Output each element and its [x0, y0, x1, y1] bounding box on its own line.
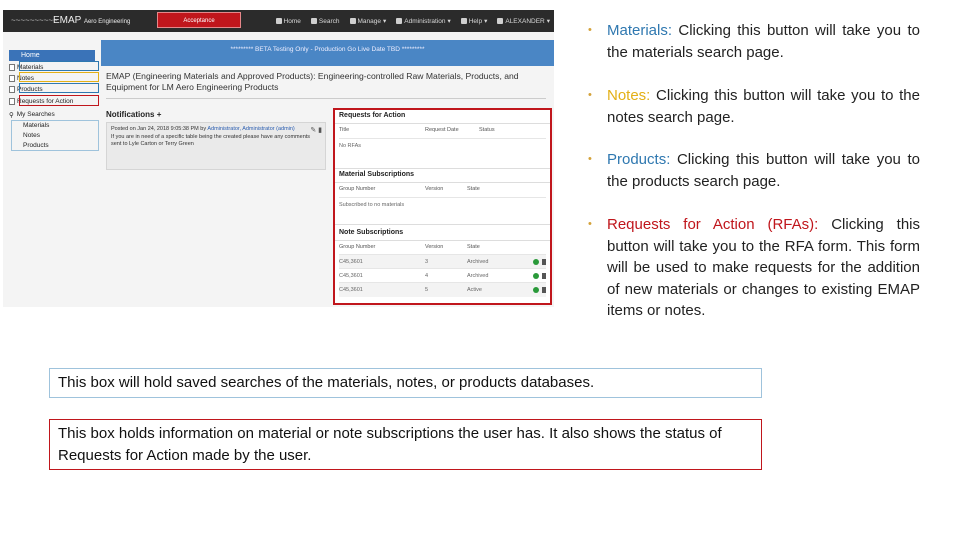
callout-products: • Products: Clicking this button will take you to the products search page.	[588, 151, 920, 190]
rfa-empty-row: No RFAs	[339, 138, 546, 153]
manage-icon	[350, 18, 356, 24]
environment-button[interactable]: Acceptance	[157, 12, 241, 28]
table-row[interactable]: C45,3601 3 Archived	[339, 254, 546, 269]
bullet-icon: •	[588, 89, 592, 101]
delete-icon[interactable]	[542, 287, 546, 293]
bullet-icon: •	[588, 24, 592, 36]
nav-search[interactable]: Search	[311, 18, 340, 25]
callout-rfa: • Requests for Action (RFAs): Clicking this button will take you to the RFA form. This form will be used to make requests for the addition of new materials or changes to existing EMAP items or notes.	[588, 216, 920, 319]
bullet-icon: •	[588, 218, 592, 230]
sidebar-item-requests-for-action[interactable]: Requests for Action	[9, 96, 73, 107]
sidebar-item-products[interactable]: Products	[9, 84, 43, 95]
note-subscriptions-title: Note Subscriptions	[339, 229, 404, 236]
notification-body: If you are in need of a specific table being the created please have any comments sent to Lyle Carton or Terry Green	[111, 133, 311, 147]
notification-author-tag: (admin)	[276, 126, 295, 132]
saved-search-products[interactable]: Products	[23, 142, 49, 149]
table-row[interactable]: C45,3601 5 Active	[339, 282, 546, 297]
bullet-icon: •	[588, 153, 592, 165]
sidebar-item-home[interactable]: Home	[9, 50, 95, 61]
view-icon[interactable]	[533, 259, 539, 265]
search-icon	[311, 18, 317, 24]
rfa-table-header: Title Request Date Status	[339, 127, 495, 133]
help-icon	[461, 18, 467, 24]
material-subs-table-header: Group Number Version State	[339, 186, 480, 192]
delete-icon[interactable]	[542, 259, 546, 265]
notifications-title: Notifications +	[106, 110, 162, 119]
edit-icon[interactable]: ✎	[310, 127, 317, 134]
subscriptions-panel	[333, 108, 552, 305]
materials-highlight	[19, 61, 99, 71]
nav-administration[interactable]: Administration ▾	[396, 17, 450, 25]
notification-item: Posted on Jan 24, 2018 9:05:38 PM by Administrator, Administrator (admin) If you are in need of a specific table being the created please have any comments sent to Lyle Carton or Terry Green ✎ ▮	[106, 122, 326, 170]
sidebar-item-notes[interactable]: Notes	[9, 73, 34, 84]
callout-notes: • Notes: Clicking this button will take you to the notes search page.	[588, 87, 920, 126]
callout-materials: • Materials: Clicking this button will take you to the materials search page.	[588, 22, 920, 61]
home-icon	[276, 18, 282, 24]
view-icon[interactable]	[533, 273, 539, 279]
delete-icon[interactable]	[542, 273, 546, 279]
delete-icon[interactable]: ▮	[318, 127, 322, 134]
app-screenshot	[3, 10, 554, 307]
nav-home[interactable]: Home	[276, 18, 301, 25]
nav-user[interactable]: ALEXANDER ▾	[497, 17, 550, 25]
document-icon	[9, 75, 15, 82]
top-navbar	[3, 10, 554, 32]
saved-search-notes[interactable]: Notes	[23, 132, 40, 139]
products-highlight	[19, 83, 99, 93]
page-headline: EMAP (Engineering Materials and Approved Products): Engineering-controlled Raw Materials, Products, and Equipment for LM Aero Engineering Products	[106, 71, 519, 92]
nav-help[interactable]: Help ▾	[461, 17, 488, 25]
company-logo: ~~~~~~~~~~	[11, 16, 58, 25]
saved-searches-note: This box will hold saved searches of the materials, notes, or products databases.	[49, 368, 762, 398]
beta-banner: ********* BETA Testing Only - Production Go Live Date TBD *********	[101, 40, 554, 66]
rfa-title: Requests for Action	[339, 112, 406, 119]
document-icon	[9, 64, 15, 71]
nav-menu	[276, 10, 550, 32]
search-icon: ⚲	[9, 111, 14, 119]
subscriptions-note: This box holds information on material or note subscriptions the user has. It also shows the status of Requests for Action made by the user.	[49, 419, 762, 470]
user-icon	[497, 18, 503, 24]
view-icon[interactable]	[533, 287, 539, 293]
app-title: EMAP	[53, 15, 82, 26]
saved-search-materials[interactable]: Materials	[23, 122, 50, 129]
notes-highlight	[19, 72, 99, 82]
app-subtitle: Aero Engineering	[83, 19, 131, 25]
document-icon	[9, 98, 15, 105]
material-subs-empty-row: Subscribed to no materials	[339, 197, 546, 212]
notification-author-link[interactable]: Administrator, Administrator	[207, 126, 275, 132]
note-subs-table-header: Group Number Version State	[339, 244, 480, 250]
my-searches-title: ⚲ My Searches	[9, 111, 55, 119]
rfa-highlight	[19, 95, 99, 106]
divider	[106, 98, 546, 99]
material-subscriptions-title: Material Subscriptions	[339, 171, 415, 178]
document-icon	[9, 86, 15, 93]
sidebar-item-materials[interactable]: Materials	[9, 62, 43, 73]
add-icon[interactable]: +	[156, 110, 162, 119]
nav-manage[interactable]: Manage ▾	[350, 17, 387, 25]
my-searches-highlight	[11, 120, 99, 151]
admin-icon	[396, 18, 402, 24]
table-row[interactable]: C45,3601 4 Archived	[339, 268, 546, 283]
